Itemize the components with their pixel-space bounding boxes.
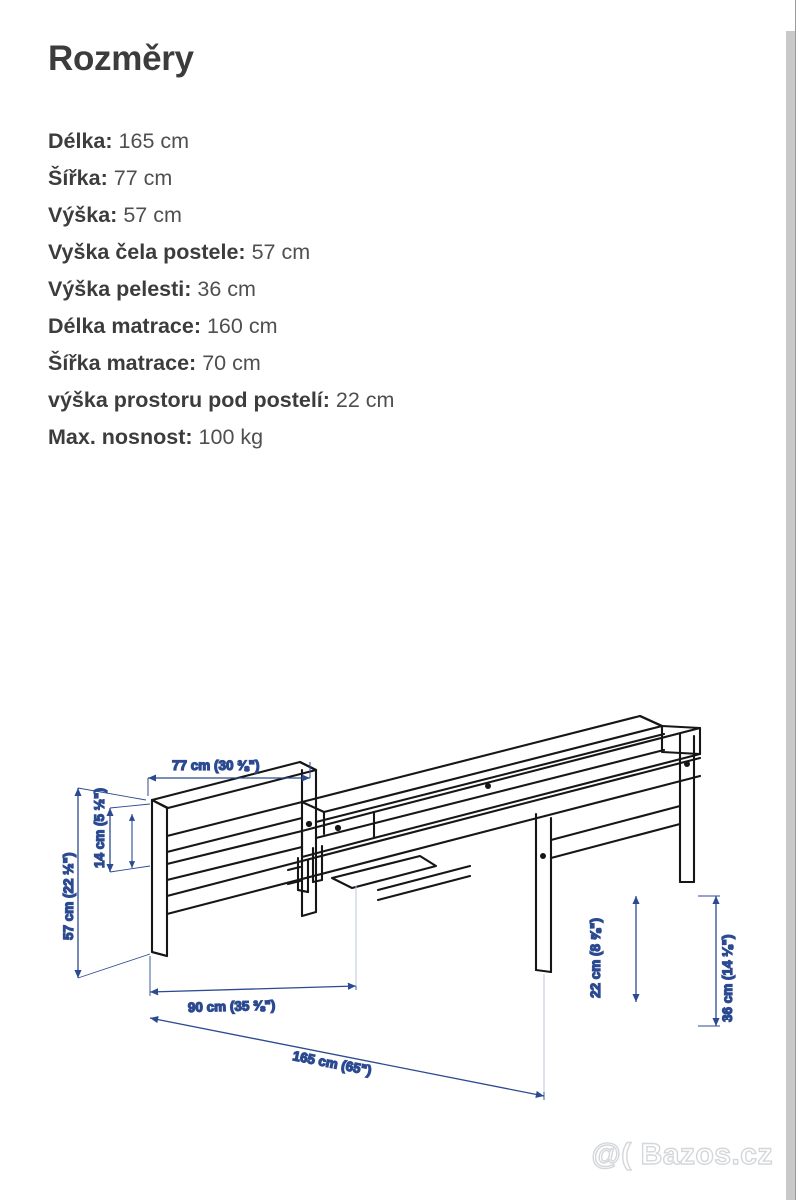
dimension-headboard-length [150,886,356,1015]
spec-value: 70 cm [202,350,261,375]
spec-value: 100 kg [198,424,264,449]
spec-row [48,382,688,419]
spec-row [48,308,688,345]
spec-label: výška prostoru pod postelí: [48,387,330,412]
spec-value: 57 cm [123,202,182,227]
page-title: Rozměry [48,39,194,78]
spec-label: Výška pelesti: [48,276,192,301]
spec-label: Max. nosnost: [48,424,193,449]
bed-line-art [152,716,700,972]
dimension-label-clearance-under: 22 cm (8 ⅝") [588,918,603,998]
dimension-label-length-total: 165 cm (65") [291,1048,373,1079]
dimension-headboard-rail [92,788,150,872]
spec-value: 165 cm [118,128,190,153]
dimension-footboard-height [698,896,735,1026]
specifications-panel [48,40,688,456]
spec-row [48,271,688,308]
spec-row [48,123,688,160]
spec-row [48,197,688,234]
spec-label: Šířka matrace: [48,350,197,375]
spec-label: Délka: [48,128,113,153]
spec-label: Výška: [48,202,118,227]
dimension-label-height-total: 57 cm (22 ½") [61,852,76,940]
spec-value: 77 cm [113,165,173,190]
spec-value: 22 cm [335,387,395,412]
specifications-list [48,123,688,456]
dimension-length-total [150,974,544,1100]
dimension-label-footboard-height: 36 cm (14 ⅛") [720,934,735,1022]
spec-label: Šířka: [48,165,108,190]
dimension-label-headboard-rail: 14 cm (5 ½") [92,788,107,868]
spec-value: 36 cm [197,276,256,301]
dimension-clearance-under [588,896,636,1002]
dimension-label-width-top: 77 cm (30 ⅜") [172,758,260,773]
spec-value: 160 cm [206,313,278,338]
spec-value: 57 cm [251,239,311,264]
spec-label: Délka matrace: [48,313,201,338]
bed-dimensions-diagram [0,700,801,1120]
spec-row [48,345,688,382]
spec-row [48,234,688,271]
bazos-watermark: @( Bazos.cz [591,1138,773,1171]
spec-label: Vyška čela postele: [48,239,246,264]
dimension-annotations [61,758,735,1100]
spec-row [48,160,688,197]
spec-row [48,419,688,456]
dimension-label-headboard-length: 90 cm (35 ⅜") [187,997,276,1015]
right-edge-rule [795,0,796,1200]
scrollbar-thumb[interactable] [786,31,795,1200]
